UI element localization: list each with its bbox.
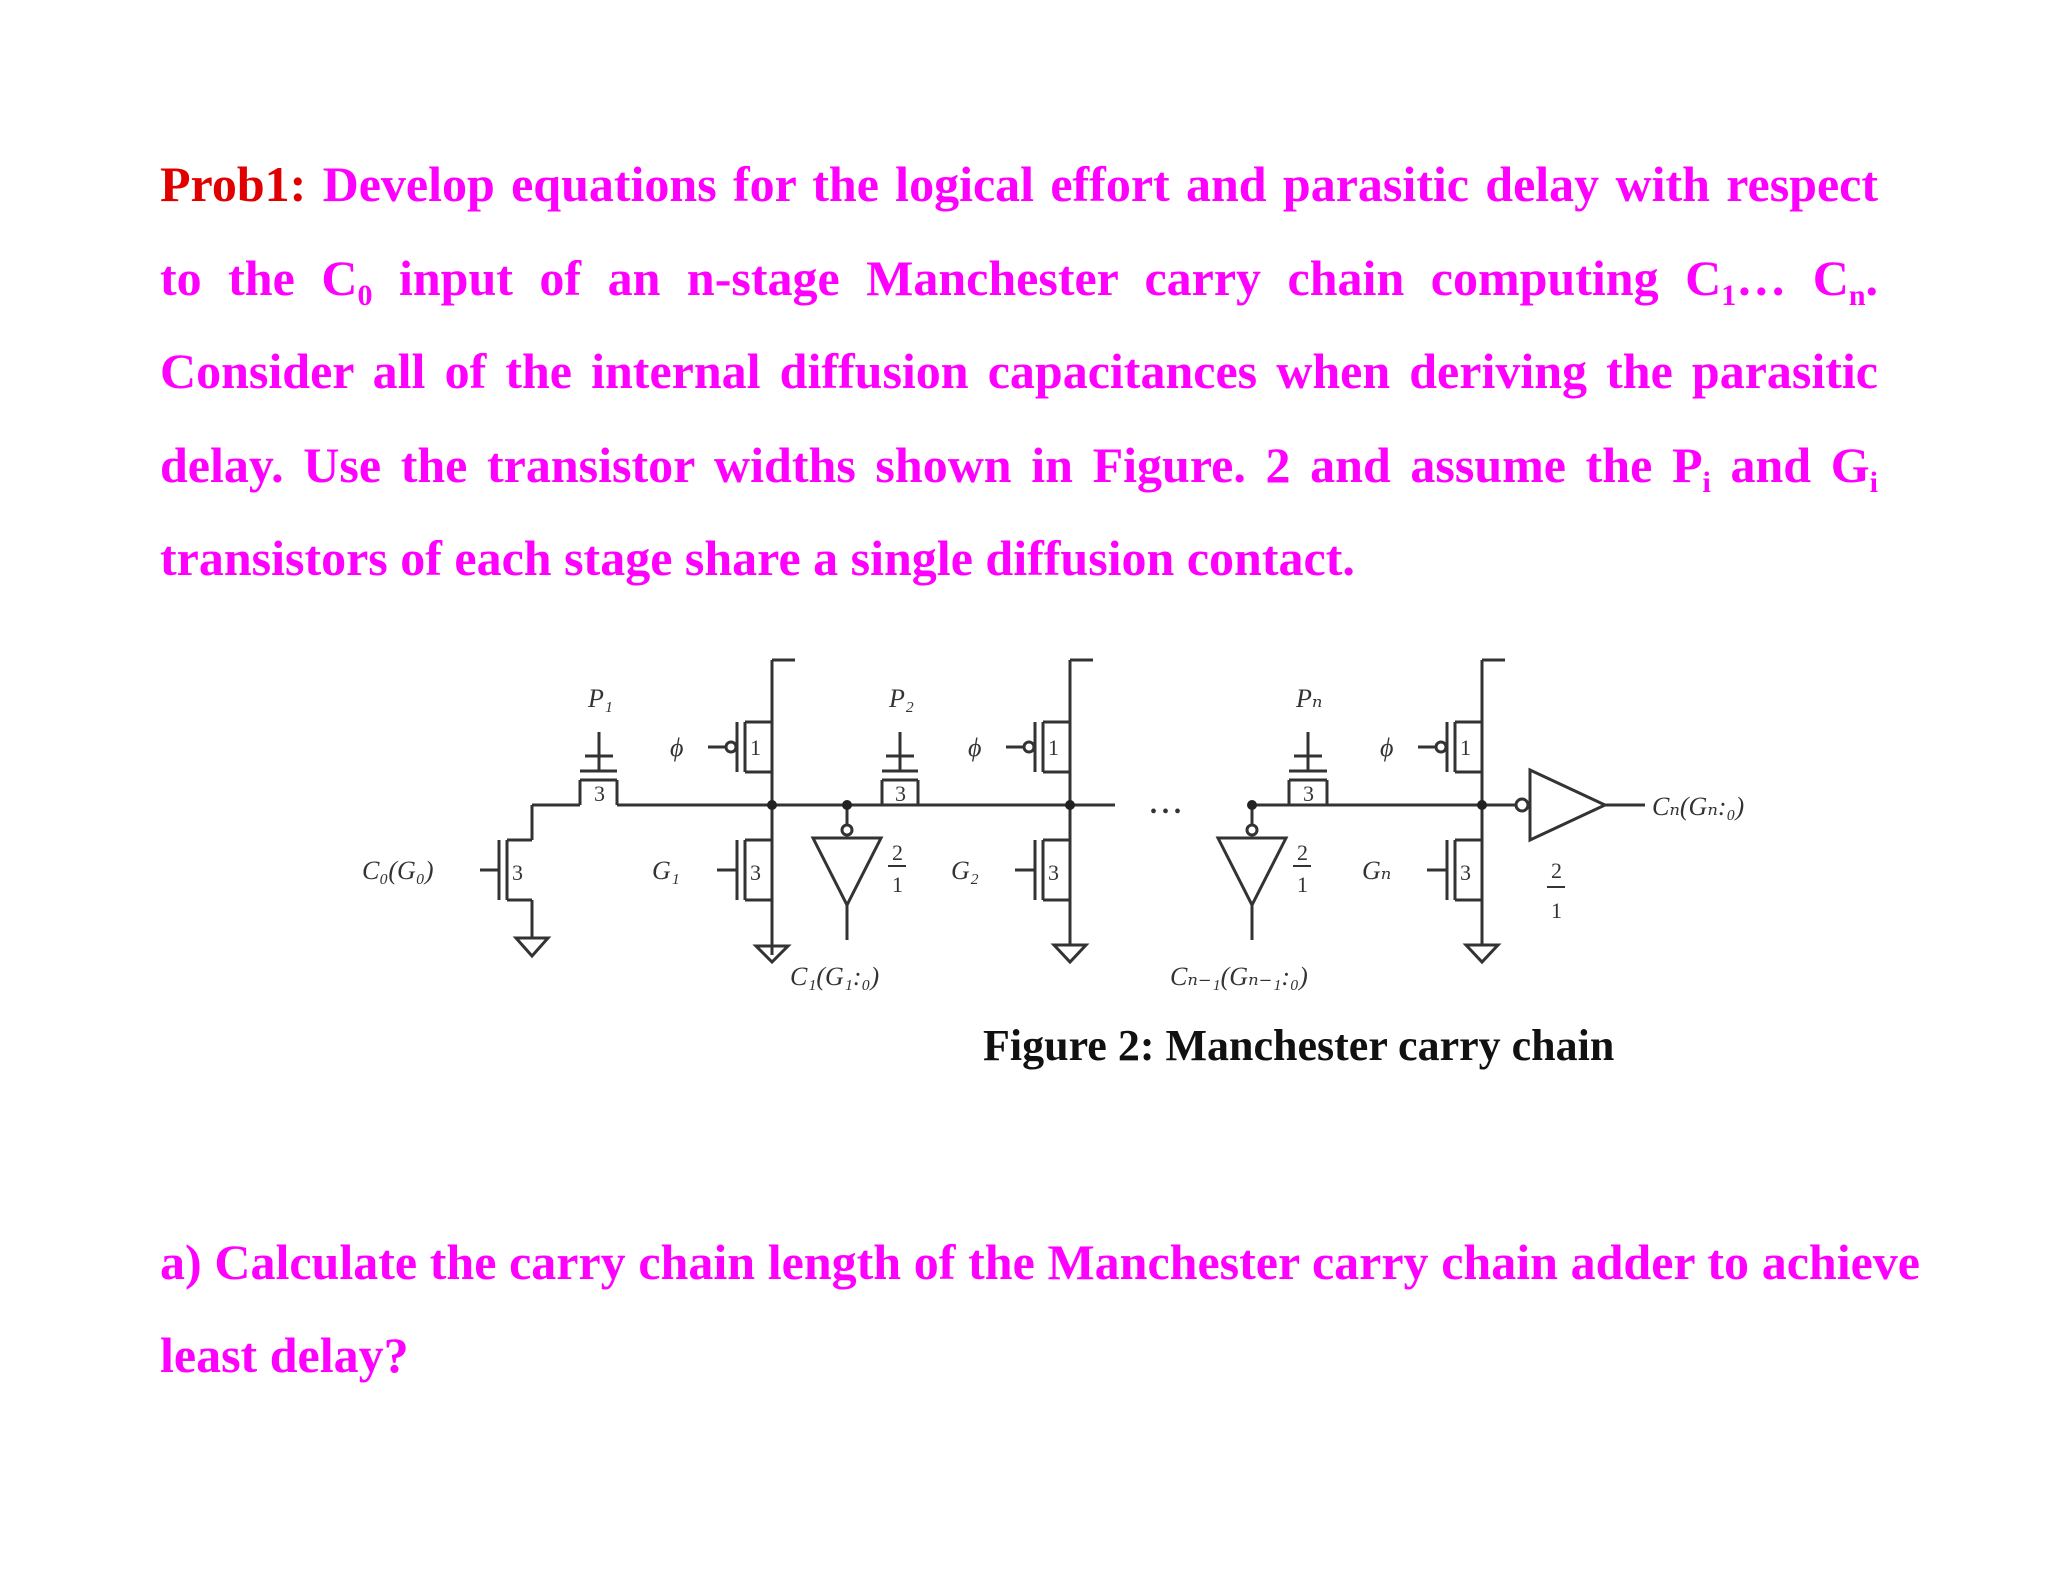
buffer-ratio-den: 1 xyxy=(1551,898,1562,923)
label-p2: P₂ xyxy=(889,684,914,713)
ellipsis-dots: • • • xyxy=(1150,801,1182,823)
subscript-cn: n xyxy=(1848,278,1866,312)
label-g2: G₂ xyxy=(951,856,979,885)
width-g2: 3 xyxy=(1048,860,1059,885)
label-c0: C₀(G₀) xyxy=(362,856,434,885)
figure-caption: Figure 2: Manchester carry chain xyxy=(983,1021,1615,1070)
label-g1: G₁ xyxy=(652,856,680,885)
label-phi-1: ϕ xyxy=(670,733,684,762)
problem-text-5: and G xyxy=(1710,436,1870,493)
width-phi2: 1 xyxy=(1048,735,1059,760)
invn1-ratio-den: 1 xyxy=(1297,872,1308,897)
width-c0: 3 xyxy=(512,860,523,885)
subscript-pi: i xyxy=(1702,465,1711,499)
label-c1: C₁(G₁:₀) xyxy=(790,962,880,991)
label-gn: Gₙ xyxy=(1362,856,1392,885)
problem-text-1: Develop equations for the logical effort and parasitic delay with respect to the C xyxy=(160,156,1878,306)
inv1-ratio-den: 1 xyxy=(892,872,903,897)
problem-statement xyxy=(160,138,1878,606)
problem-text-4: . Consider all of the internal diffusion capacitances when deriving the parasitic delay. Use the transistor widths shown in Figure. 2 and assume the P xyxy=(160,249,1878,493)
problem-text-6: transistors of each stage share a single diffusion contact. xyxy=(160,530,1355,586)
label-phi-2: ϕ xyxy=(968,733,982,762)
label-cn: Cₙ(Gₙ:₀) xyxy=(1652,792,1745,821)
width-gn: 3 xyxy=(1460,860,1471,885)
problem-label: Prob1: xyxy=(160,156,307,212)
inv1-ratio-num: 2 xyxy=(892,840,903,865)
buffer-ratio-num: 2 xyxy=(1551,858,1562,883)
problem-text-2: input of an n-stage Manchester carry chain computing C xyxy=(372,249,1722,306)
label-cn-1: Cₙ₋₁(Gₙ₋₁:₀) xyxy=(1170,962,1308,991)
label-phi-n: ϕ xyxy=(1380,733,1394,762)
subscript-c0: 0 xyxy=(357,278,373,312)
subscript-c1: 1 xyxy=(1721,278,1737,312)
subscript-gi: i xyxy=(1869,465,1879,499)
invn1-ratio-num: 2 xyxy=(1297,840,1308,865)
width-pn: 3 xyxy=(1303,781,1314,806)
width-phi1: 1 xyxy=(750,735,761,760)
question-a: a) Calculate the carry chain length of the Manchester carry chain adder to achieve least delay? xyxy=(160,1234,1920,1383)
manchester-carry-chain-figure xyxy=(340,630,1790,1040)
problem-text-3: … C xyxy=(1736,249,1849,306)
label-p1: P₁ xyxy=(588,684,613,713)
width-g1: 3 xyxy=(750,860,761,885)
label-pn: Pₙ xyxy=(1296,684,1323,713)
width-phin: 1 xyxy=(1460,735,1471,760)
schematic xyxy=(340,630,1790,1040)
width-p1: 3 xyxy=(594,781,605,806)
width-p2: 3 xyxy=(895,781,906,806)
